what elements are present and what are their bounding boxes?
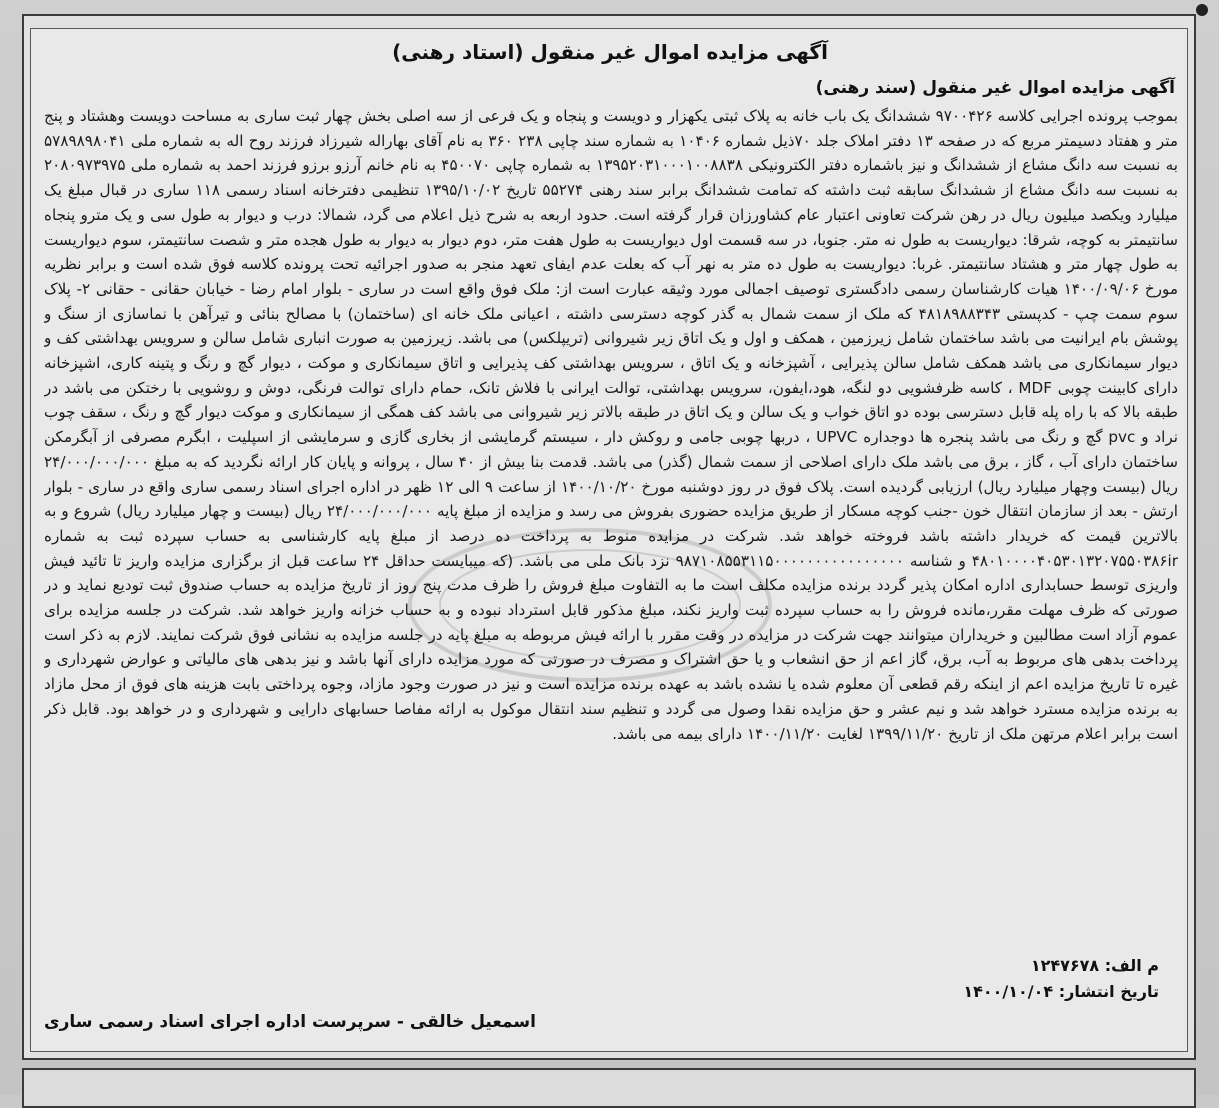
signature-line: اسمعیل خالقی - سرپرست اداره اجرای اسناد رسمی ساری [44,1012,536,1032]
corner-dot [1196,4,1208,16]
notice-heading: آگهی مزایده اموال غیر منقول (استاد رهنی) [392,40,828,64]
notice-body: بموجب پرونده اجرایی کلاسه ۹۷۰۰۴۲۶ ششدانگ یک باب خانه به پلاک ثبتی یکهزار و دویست و پنجاه و یک فرعی از سه اصلی بخش چهار ثبت ساری به مساحت دویست وهشتاد و پنج متر و هفتاد دسیمتر مربع که در صفحه ۱۳ دفتر املاک جلد ۷۰ذیل شماره ۱۰۴۰۶ به شماره سند چاپی ۲۳۸ ۳۶۰ به نام آقای بهاراله شیرزاد فرزند روح اله به شماره ملی ۵۷۸۹۸۹۸۰۴۱ به نسبت سه دانگ مشاع از ششدانگ و نیز باشماره دفتر الکترونیکی ۱۳۹۵۲۰۳۱۰۰۰۱۰۰۸۸۳۸ به شماره چاپی ۴۵۰۰۷۰ به نام خانم آرزو برزو فرزند احمد به شماره ملی ۲۰۸۰۹۷۳۹۷۵ به نسبت سه دانگ مشاع از ششدانگ سابقه ثبت داشته که تمامت ششدانگ برابر سند رهنی ۵۵۲۷۴ تاریخ ۱۳۹۵/۱۰/۰۲ تنظیمی دفترخانه اسناد رسمی ۱۱۸ ساری در قبال مبلغ یک میلیارد ویکصد میلیون ریال در رهن شرکت تعاونی اعتبار عام کشاورزان قرار گرفته است. حدود اربعه به شرح ذیل اعلام می گرد، شمالا: درب و دیوار به طول سی و یک مترو پنجاه سانتیمتر به کوچه، شرقا: دیواریست به طول نه متر. جنوبا، در سه قسمت اول دیواریست به طول هفت متر، دوم دیوار به دیوار به طول هجده متر و شصت سانتیمتر، سوم دیواریست به طول چهار متر و هشتاد سانتیمتر. غربا: دیواریست به طول ده متر به نهر آب که بعلت عدم ایفای تعهد منجر به صدور اجرائیه تحت پرونده کلاسه فوق شده است و برابر نظریه مورخ ۱۴۰۰/۰۹/۰۶ هیات کارشناسان رسمی دادگستری توصیف اجمالی مورد وثیقه عبارت است از: ملک فوق واقع است در ساری - بلوار امام رضا - خیابان حقانی - حقانی ۲- پلاک سوم سمت چپ - کدپستی ۴۸۱۸۹۸۸۳۴۳ که ملک از سمت شمال به گذر کوچه دسترسی داشته ، اعیانی ملک خانه ای (ساختمان) با مصالح بنائی و تیرآهن با نماسازی از سنگ و پوشش بام ایرانیت می باشد ساختمان شامل زیرزمین ، همکف و اول و یک اتاق زیر شیروانی (تریپلکس) می باشد. زیرزمین به صورت انباری شامل سالن و سرویس بهداشتی کف و دیوار سیمانکاری می باشد همکف شامل سالن پذیرایی ، آشپزخانه و یک اتاق ، سرویس بهداشتی کف پذیرایی و اتاق سیمانکاری و موکت ، دیوار گچ و رنگ و پتینه کاری، اشپزخانه دارای کابینت چوبی MDF ، کاسه ظرفشویی دو لنگه، هود،ایفون، سرویس بهداشتی، توالت ایرانی با فلاش تانک، حمام دارای توالت فرنگی، دوش و روشویی با رختکن می باشد در طبقه بالا که با راه پله قابل دسترسی بوده دو اتاق خواب و یک سالن و یک اتاق در طبقه بالاتر زیر شیروانی می باشد کف همگی از سیمانکاری و موکت دیوار گچ و رنگ ، سقف چوب نراد و pvc گچ و رنگ می باشد پنجره ها دوجداره UPVC ، دربها چوبی جامی و روکش دار ، سیستم گرمایشی از بخاری گازی و سرمایشی از اسپلیت ، ابگرم مصرفی از آبگرمکن ساختمان دارای آب ، گاز ، برق می باشد ملک دارای اصلاحی از سمت شمال (گذر) می باشد. قدمت بنا بیش از ۴۰ سال ، پروانه و پایان کار ارائه نگردید که به مبلغ ۲۴/۰۰۰/۰۰۰/۰۰۰ ریال (بیست وچهار میلیارد ریال) ارزیابی گردیده است. پلاک فوق در روز دوشنبه مورخ ۱۴۰۰/۱۰/۲۰ از ساعت ۹ الی ۱۲ ظهر در اداره اجرای اسناد رسمی ساری واقع در ساری - بلوار ارتش - بعد از سازمان انتقال خون -جنب کوچه مسکار از طریق مزایده حضوری بفروش می رسد و مزایده از مبلغ پایه ۲۴/۰۰۰/۰۰۰/۰۰۰ ریال (بیست و چهار میلیارد ریال) شروع و به بالاترین قیمت که خریدار داشته باشد فروخته خواهد شد. شرکت در مزایده منوط به پرداخت ده درصد از مبلغ پایه کارشناسی به حساب سپرده ثبت به شماره ۴۸۰۱۰۰۰۰۴۰۵۳۰۱۳۲۰۷۵۵۰۳۸۶ir و شناسه ۹۸۷۱۰۸۵۵۳۱۱۵۰۰۰۰۰۰۰۰۰۰۰۰۰۰۰۰ نزد بانک ملی می باشد. (که میبایست حداقل ۲۴ ساعت قبل از برگزاری مزایده واریز تا تائید فیش واریزی توسط حسابداری اداره امکان پذیر گردد برنده مزایده مکلف است ما به التفاوت مبلغ فروش را ظرف مدت پنج روز از تاریخ مزایده به حساب صندوق ثبت تودیع نماید و در صورتی که ظرف مهلت مقرر،مانده فروش را به حساب سپرده ثبت واریز نکند، مبلغ مذکور قابل استرداد نبوده و به حساب خزانه واریز خواهد شد. شرکت در جلسه مزایده برای عموم آزاد است مطالبین و خریداران میتوانند جهت شرکت در مزایده در وقت مقرر با ارائه فیش مربوطه به مبلغ پایه در جلسه مزایده به نشانی فوق شرکت نمایند. لازم به ذکر است پرداخت بدهی های مربوط به آب، برق، گاز اعم از حق انشعاب و یا حق اشتراک و مصرف در صورتی که مورد مزایده دارای آنها باشد و نیز بدهی های مالیاتی و عوارض شهرداری و غیره تا تاریخ مزایده اعم از اینکه رقم قطعی آن معلوم شده یا نشده باشد به عهده برنده مزایده است و نیز در صورت وجود مازاد، وجوه پرداختی بابت هزینه های فوق از محل مازاد به برنده مزایده مسترد خواهد شد و نیم عشر و حق مزایده نقدا وصول می گردد و تنظیم سند انتقال موکول به ارائه مفاصا حسابهای دارایی و شهرداری و در خواهد بود. قابل ذکر است برابر اعلام مرتهن ملک از تاریخ ۱۳۹۹/۱۱/۲۰ لغایت ۱۴۰۰/۱۱/۲۰ دارای بیمه می باشد. [44,107,1178,743]
notice-subheading: آگهی مزایده اموال غیر منقول (سند رهنی) [815,78,1175,98]
reference-number: م الف: ۱۲۴۷۶۷۸ [1030,956,1159,975]
next-notice-frame [22,1068,1196,1108]
publication-date: تاریخ انتشار: ۱۴۰۰/۱۰/۰۴ [963,982,1159,1001]
